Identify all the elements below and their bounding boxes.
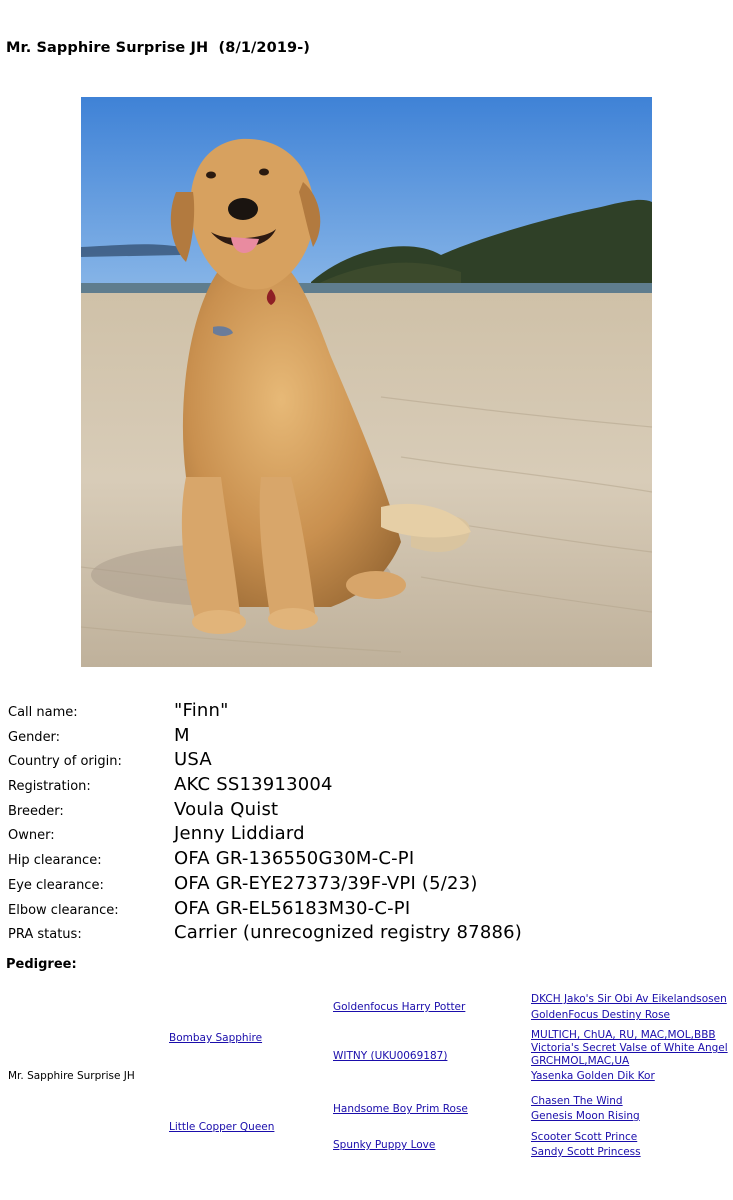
pedigree-link-sd-sire-line1: MULTICH, ChUA, RU, MAC,MOL,BBB [531,1029,716,1041]
detail-label: Owner: [8,828,55,843]
dog-photo-illustration [81,97,652,667]
pedigree-link-sire-sire[interactable]: Goldenfocus Harry Potter [333,1001,466,1013]
pedigree-link-sd-dam[interactable]: Yasenka Golden Dik Kor [531,1070,655,1082]
detail-row-hip [0,848,733,872]
detail-value: Carrier (unrecognized registry 87886) [174,922,523,943]
detail-row-elbow [0,898,733,922]
detail-row-country [0,749,733,773]
detail-value: OFA GR-136550G30M-C-PI [174,848,415,869]
pedigree-link-dam-dam[interactable]: Spunky Puppy Love [333,1139,436,1151]
pedigree-heading: Pedigree: [6,957,77,972]
detail-row-owner [0,823,733,847]
pedigree-link-dd-sire[interactable]: Scooter Scott Prince [531,1131,638,1143]
detail-row-gender [0,725,733,749]
pedigree-link-ds-dam[interactable]: Genesis Moon Rising [531,1110,640,1122]
pedigree-link-dam[interactable]: Little Copper Queen [169,1121,275,1133]
pedigree-link-ds-sire[interactable]: Chasen The Wind [531,1095,623,1107]
pedigree-link-sd-sire-line3: GRCHMOL,MAC,UA [531,1055,630,1067]
detail-row-breeder [0,799,733,823]
detail-label: Call name: [8,705,78,720]
detail-label: Gender: [8,730,61,745]
pedigree-self: Mr. Sapphire Surprise JH [8,1070,135,1082]
detail-label: Eye clearance: [8,878,104,893]
detail-value: AKC SS13913004 [174,774,333,795]
detail-label: Breeder: [8,804,64,819]
page-title: Mr. Sapphire Surprise JH (8/1/2019-) [6,40,311,56]
detail-row-registration [0,774,733,798]
detail-label: Hip clearance: [8,853,102,868]
detail-value: Voula Quist [174,799,279,820]
detail-label: Registration: [8,779,91,794]
detail-row-pra [0,922,733,946]
pedigree-link-sd-sire[interactable] [531,1029,728,1067]
detail-value: OFA GR-EL56183M30-C-PI [174,898,411,919]
pedigree-link-ss-dam[interactable]: GoldenFocus Destiny Rose [531,1009,671,1021]
pedigree-link-sd-sire-line2: Victoria's Secret Valse of White Angel [531,1042,728,1054]
dog-photo [81,97,652,667]
detail-value: "Finn" [174,700,229,721]
pedigree-link-sire-dam[interactable]: WITNY (UKU0069187) [333,1050,448,1062]
detail-label: PRA status: [8,927,82,942]
pedigree-link-dd-dam[interactable]: Sandy Scott Princess [531,1146,641,1158]
pedigree-link-dam-sire[interactable]: Handsome Boy Prim Rose [333,1103,468,1115]
detail-value: USA [174,749,212,770]
detail-value: M [174,725,190,746]
detail-label: Elbow clearance: [8,903,119,918]
detail-label: Country of origin: [8,754,122,769]
detail-value: OFA GR-EYE27373/39F-VPI (5/23) [174,873,478,894]
pedigree-link-sire[interactable]: Bombay Sapphire [169,1032,263,1044]
detail-value: Jenny Liddiard [174,823,305,844]
pedigree-link-ss-sire[interactable]: DKCH Jako's Sir Obi Av Eikelandsosen [531,993,727,1005]
detail-row-eye [0,873,733,897]
detail-row-call-name [0,700,733,724]
